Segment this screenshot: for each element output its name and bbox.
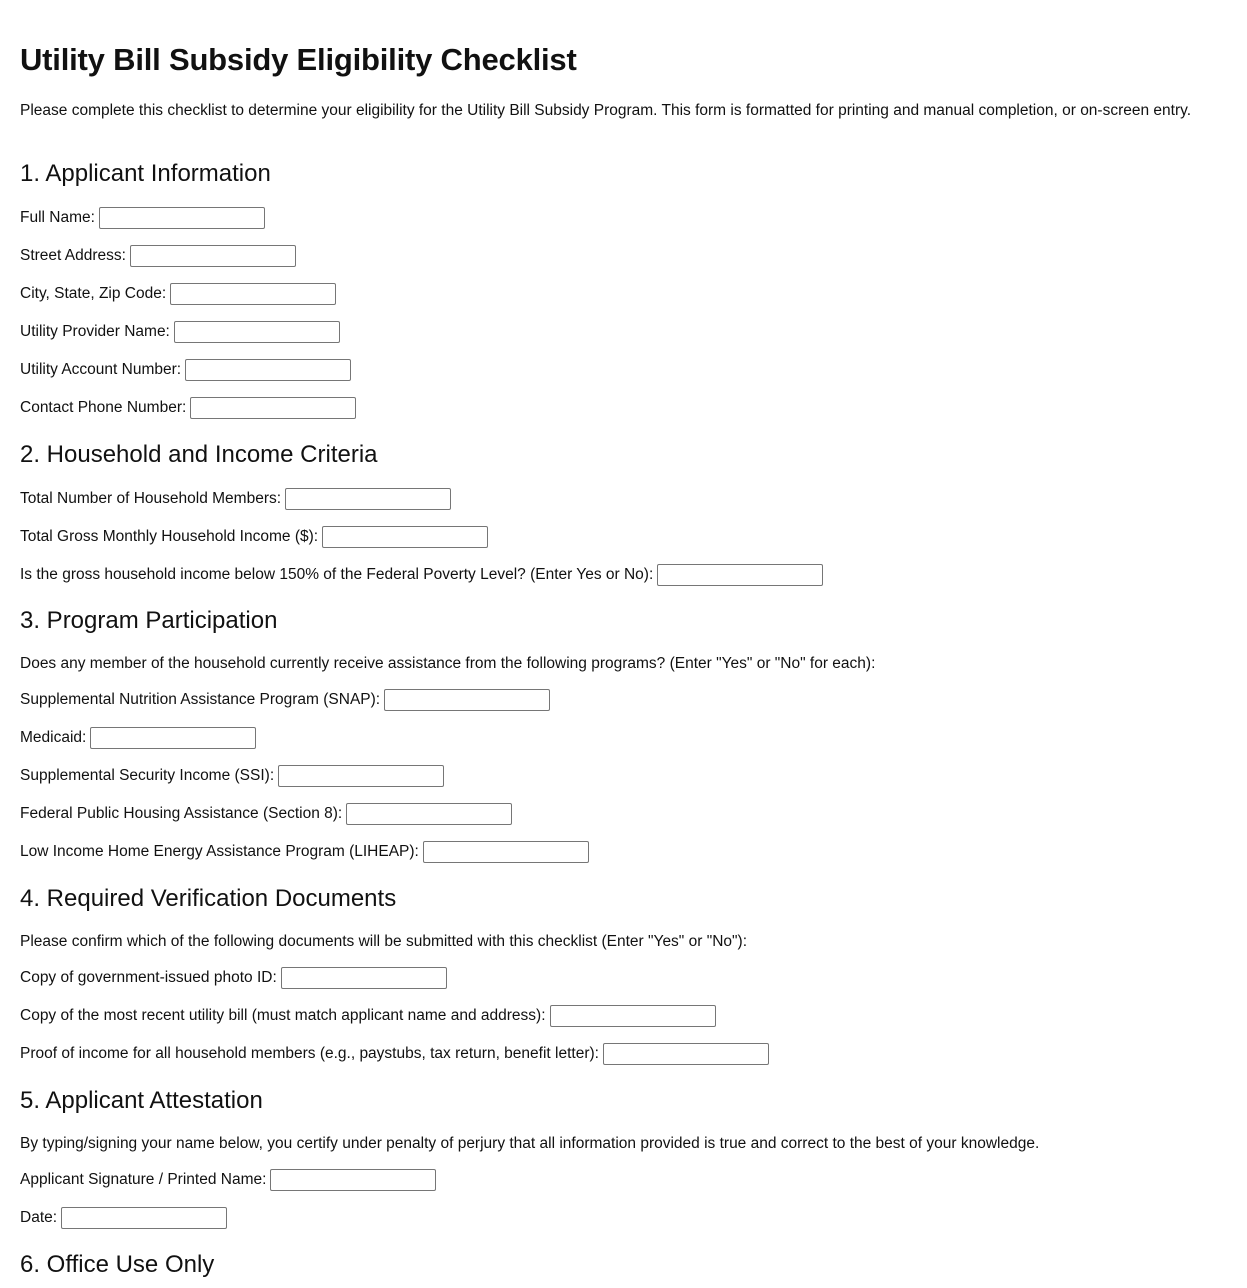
section-note: By typing/signing your name below, you certify under penalty of perjury that all information provided is true and correct to the best of your knowledge. (20, 1135, 1040, 1152)
date-input[interactable] (61, 1207, 227, 1229)
field-label: Street Address: (20, 247, 126, 264)
field-label: Copy of the most recent utility bill (must match applicant name and address): (20, 1007, 546, 1024)
field-row-poverty-level (20, 564, 823, 586)
proof-of-income-input[interactable] (603, 1043, 769, 1065)
section-note: Does any member of the household currently receive assistance from the following programs? (Enter "Yes" or "No" for each): (20, 655, 876, 672)
field-row-liheap (20, 841, 589, 863)
field-row-full-name (20, 207, 265, 229)
section-heading-program-participation: 3. Program Participation (20, 607, 278, 634)
poverty-level-input[interactable] (657, 564, 823, 586)
section-heading-verification-documents: 4. Required Verification Documents (20, 885, 397, 912)
field-label: Utility Provider Name: (20, 323, 170, 340)
field-row-contact-phone (20, 397, 356, 419)
page-title: Utility Bill Subsidy Eligibility Checklist (20, 42, 577, 77)
section-note: Please confirm which of the following documents will be submitted with this checklist (Enter "Yes" or "No"): (20, 933, 747, 950)
city-state-zip-input[interactable] (170, 283, 336, 305)
monthly-income-input[interactable] (322, 526, 488, 548)
field-label: Total Number of Household Members: (20, 490, 282, 507)
field-row-ssi (20, 765, 444, 787)
field-row-utility-bill (20, 1005, 716, 1027)
field-label: Is the gross household income below 150% of the Federal Poverty Level? (Enter Yes or No): (20, 566, 654, 583)
medicaid-input[interactable] (90, 727, 256, 749)
field-label: Full Name: (20, 209, 95, 226)
ssi-input[interactable] (278, 765, 444, 787)
household-members-input[interactable] (285, 488, 451, 510)
field-row-utility-provider (20, 321, 340, 343)
field-label: Date: (20, 1209, 58, 1226)
field-label: Total Gross Monthly Household Income ($): (20, 528, 319, 545)
section-8-input[interactable] (346, 803, 512, 825)
field-row-medicaid (20, 727, 256, 749)
street-address-input[interactable] (130, 245, 296, 267)
utility-bill-input[interactable] (550, 1005, 716, 1027)
field-label: Federal Public Housing Assistance (Section 8): (20, 805, 343, 822)
field-row-photo-id (20, 967, 447, 989)
intro-text: Please complete this checklist to determine your eligibility for the Utility Bill Subsidy Program. This form is formatted for printing and manual completion, or on-screen entry. (20, 102, 1192, 119)
field-row-date (20, 1207, 227, 1229)
field-row-household-members (20, 488, 451, 510)
field-row-section-8 (20, 803, 512, 825)
section-heading-applicant-attestation: 5. Applicant Attestation (20, 1087, 263, 1114)
photo-id-input[interactable] (281, 967, 447, 989)
field-row-street-address (20, 245, 296, 267)
full-name-input[interactable] (99, 207, 265, 229)
field-label: Medicaid: (20, 729, 87, 746)
field-label: Supplemental Nutrition Assistance Program (SNAP): (20, 691, 381, 708)
section-heading-applicant-information: 1. Applicant Information (20, 160, 271, 187)
utility-provider-input[interactable] (174, 321, 340, 343)
field-label: City, State, Zip Code: (20, 285, 167, 302)
utility-account-number-input[interactable] (185, 359, 351, 381)
section-heading-household-income: 2. Household and Income Criteria (20, 441, 378, 468)
field-label: Contact Phone Number: (20, 399, 187, 416)
field-label: Low Income Home Energy Assistance Program (LIHEAP): (20, 843, 419, 860)
field-label: Supplemental Security Income (SSI): (20, 767, 275, 784)
field-row-city-state-zip (20, 283, 336, 305)
snap-input[interactable] (384, 689, 550, 711)
field-row-signature (20, 1169, 436, 1191)
signature-input[interactable] (270, 1169, 436, 1191)
section-heading-office-use-only: 6. Office Use Only (20, 1251, 215, 1278)
contact-phone-input[interactable] (190, 397, 356, 419)
field-row-monthly-income (20, 526, 488, 548)
field-row-snap (20, 689, 550, 711)
field-label: Utility Account Number: (20, 361, 182, 378)
field-row-proof-of-income (20, 1043, 769, 1065)
field-label: Copy of government-issued photo ID: (20, 969, 277, 986)
liheap-input[interactable] (423, 841, 589, 863)
field-label: Applicant Signature / Printed Name: (20, 1171, 267, 1188)
field-row-utility-account (20, 359, 351, 381)
field-label: Proof of income for all household members (e.g., paystubs, tax return, benefit letter): (20, 1045, 599, 1062)
